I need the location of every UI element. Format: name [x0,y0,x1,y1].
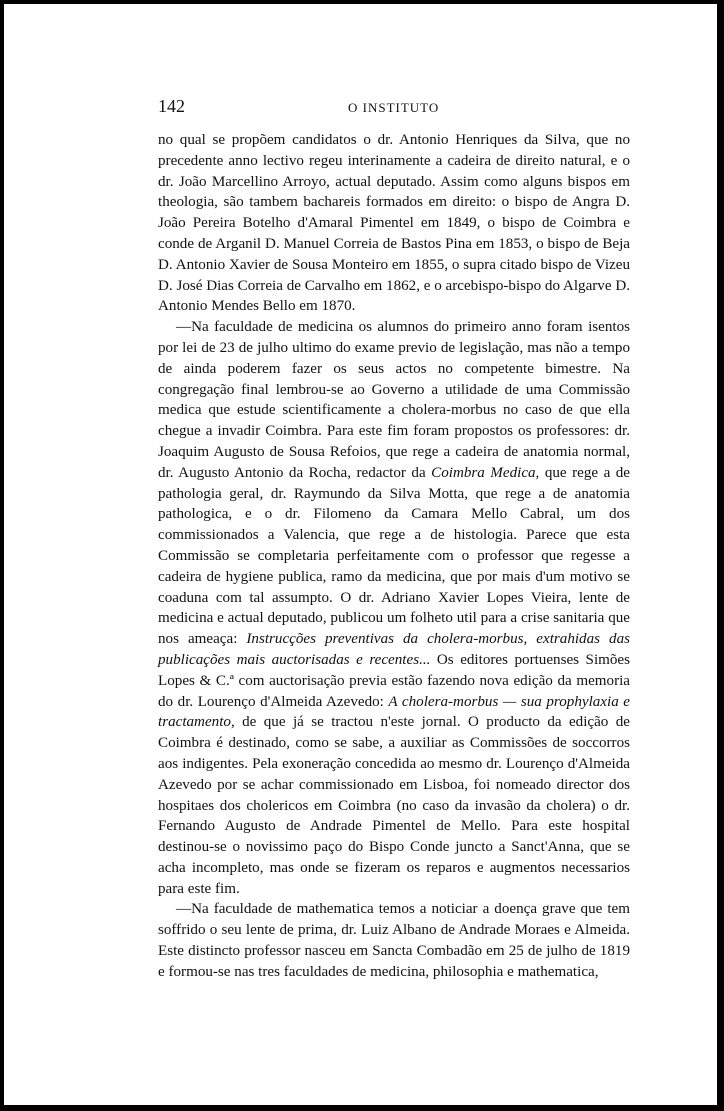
text-segment: no qual se propõem candidatos o dr. Antonio Henriques da Silva, que no precedente anno lectivo regeu interinamente a cadeira de direito natural, e o dr. João Marcellino Arroyo, actual deputado. Assim como alguns bispos em theologia, são tambem bachareis formados em direito: o bispo de Angra D. João Pereira Botelho d'Amaral Pimentel em 1849, o bispo de Coimbra e conde de Arganil D. Manuel Correia de Bastos Pina em 1853, o bispo de Beja D. Antonio Xavier de Sousa Monteiro em 1855, o supra citado bispo de Vizeu D. José Dias Correia de Carvalho em 1862, e o arcebispo-bispo do Algarve D. Antonio Mendes Bello em 1870. [158,132,630,315]
paragraph [158,899,630,982]
paragraph [158,317,630,899]
text-segment: —Na faculdade de mathematica temos a noticiar a doença grave que tem soffrido o seu lente de prima, dr. Luiz Albano de Andrade Moraes e Almeida. Este distincto professor nasceu em Sancta Combadão em 25 de julho de 1819 e formou-se nas tres faculdades de medicina, philosophia e mathematica, [158,901,630,980]
paragraph [158,130,630,317]
text-segment: Os editores portuenses Simões Lopes & C.ª com auctorisação previa estão fazendo nova edição da memoria do dr. Lourenço d'Almeida Azevedo: [158,651,630,710]
text-segment: —Na faculdade de medicina os alumnos do primeiro anno foram isentos por lei de 23 de julho ultimo do exame previo de legislação, mas não a tempo de ainda poderem fazer os seus actos no competente bimestre. Na congregação final lembrou-se ao Governo a utilidade de uma Commissão medica que estude scientificamente a cholera-morbus no caso de que ella chegue a invadir Coimbra. Para este fim foram propostos os professores: dr. Joaquim Augusto de Sousa Refoios, que rege a cadeira de anatomia normal, dr. Augusto Antonio da Rocha, redactor da [158,319,630,481]
italic-title: A cholera-morbus — sua prophylaxia e tractamento, [158,693,630,731]
page-number: 142 [158,96,185,116]
text-segment: de que já se tractou n'este jornal. O producto da edição de Coimbra é destinado, como se sabe, a auxiliar as Commissões de soccorros aos indigentes. Pela exoneração concedida ao mesmo dr. Lourenço d'Almeida Azevedo por se achar commissionado em Lisboa, foi nomeado director dos hospitaes dos cholericos em Coimbra (no caso da invasão da cholera) o dr. Fernando Augusto de Andrade Pimentel de Mello. Para este hospital destinou-se o novissimo paço do Bispo Conde juncto a Sanct'Anna, que se acha incompleto, mas onde se fizeram os reparos e augmentos necessarios para este fim. [158,714,630,897]
italic-title: Coimbra Medica, [431,464,540,481]
document-page [4,4,717,1105]
body-text [158,130,630,983]
text-segment: que rege a de pathologia geral, dr. Raymundo da Silva Motta, que rege a de anatomia pathologica, e o dr. Filomeno da Camara Mello Cabral, um dos commissionados a Valencia, que rege a de histologia. Parece que esta Commissão se completaria perfeitamente com o professor que regesse a cadeira de hygiene publica, ramo da medicina, que por mais d'um motivo se coaduna com tal assumpto. O dr. Adriano Xavier Lopes Vieira, lente de medicina e actual deputado, publicou um folheto util para a crise sanitaria que nos ameaça: [158,464,630,648]
page-header [158,96,630,120]
running-title: O INSTITUTO [348,100,440,115]
italic-title: Instrucções preventivas da cholera-morbus, extrahidas das publicações mais auctorisadas e recentes... [158,631,630,668]
